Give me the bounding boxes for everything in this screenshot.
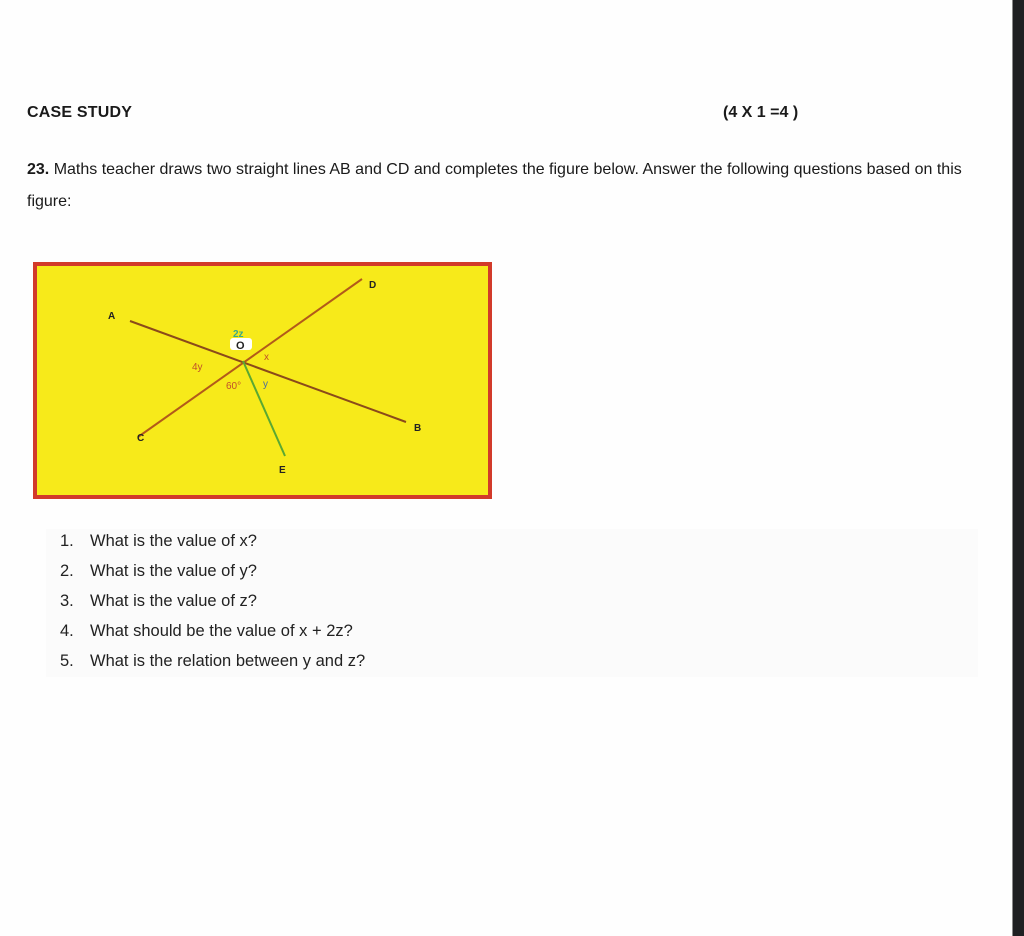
item-number: 3. xyxy=(60,592,74,610)
item-text: What is the value of y? xyxy=(90,562,257,580)
question-body: Maths teacher draws two straight lines AB and CD and completes the figure below. Answer the following questions based on this figure: xyxy=(27,161,962,210)
item-text: What is the relation between y and z? xyxy=(90,652,366,670)
angle-2z-label: 2z xyxy=(233,329,244,340)
item-number: 4. xyxy=(60,622,74,640)
point-b-label: B xyxy=(414,423,422,434)
item-number: 1. xyxy=(60,532,74,550)
section-title: CASE STUDY xyxy=(27,104,133,121)
viewer-edge-strip xyxy=(1012,0,1024,936)
question-number: 23. xyxy=(27,161,50,178)
list-item xyxy=(60,562,257,581)
list-item xyxy=(60,592,257,611)
angle-4y-label: 4y xyxy=(192,362,203,373)
item-number: 2. xyxy=(60,562,74,580)
list-item xyxy=(60,622,353,641)
item-text: What is the value of z? xyxy=(90,592,257,610)
angle-60-label: 60° xyxy=(226,381,242,392)
point-a-label: A xyxy=(108,311,116,322)
sub-question-list xyxy=(46,529,978,677)
point-d-label: D xyxy=(369,280,377,291)
point-o-label: O xyxy=(236,340,245,352)
item-number: 5. xyxy=(60,652,74,670)
item-text: What is the value of x? xyxy=(90,532,257,550)
angle-x-label: x xyxy=(264,352,269,363)
question-text xyxy=(27,154,967,218)
list-item xyxy=(60,532,257,551)
item-text: What should be the value of x + 2z? xyxy=(90,622,353,640)
angle-y-label: y xyxy=(263,379,268,390)
geometry-figure xyxy=(33,262,492,499)
marks-label: (4 X 1 =4 ) xyxy=(723,104,799,121)
point-c-label: C xyxy=(137,433,145,444)
list-item xyxy=(60,652,365,671)
point-e-label: E xyxy=(279,465,286,476)
